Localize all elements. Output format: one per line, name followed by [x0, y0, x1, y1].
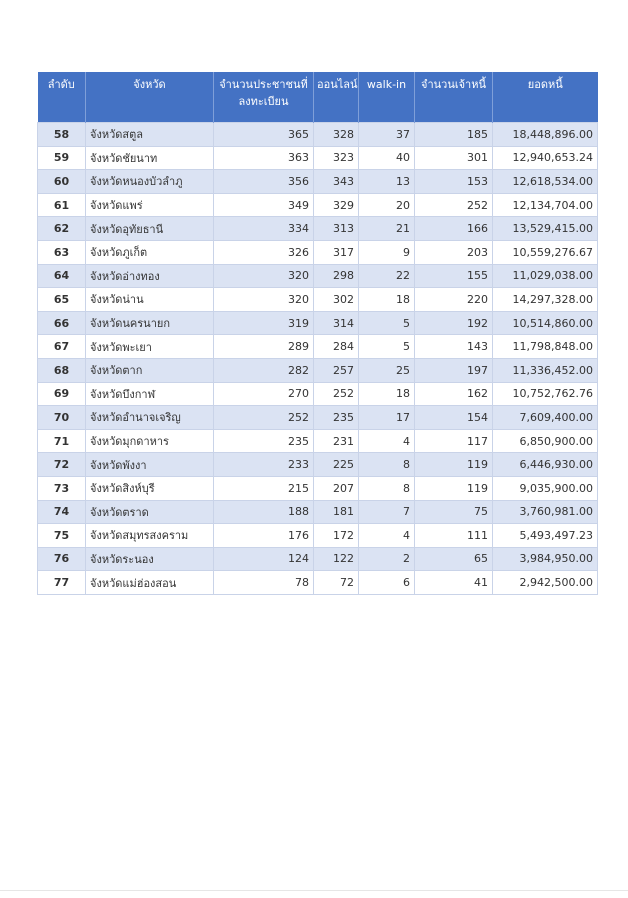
table-row: [38, 170, 598, 194]
cell-debt: 12,940,653.24: [493, 146, 598, 170]
debt-registration-table: [37, 72, 598, 595]
cell-debt: 10,514,860.00: [493, 311, 598, 335]
cell-walkin: 18: [359, 382, 415, 406]
cell-online: 313: [314, 217, 359, 241]
table-row: [38, 358, 598, 382]
cell-debt: 6,850,900.00: [493, 429, 598, 453]
cell-online: 302: [314, 288, 359, 312]
cell-rank: 77: [38, 571, 86, 595]
table-row: [38, 335, 598, 359]
cell-creditors: 119: [415, 476, 493, 500]
cell-walkin: 20: [359, 193, 415, 217]
table-row: [38, 311, 598, 335]
cell-rank: 66: [38, 311, 86, 335]
header-rank: ลำดับ: [38, 72, 86, 123]
table-row: [38, 453, 598, 477]
cell-registered: 320: [214, 264, 314, 288]
cell-province: จังหวัดตาก: [86, 358, 214, 382]
table-row: [38, 500, 598, 524]
cell-walkin: 40: [359, 146, 415, 170]
cell-registered: 270: [214, 382, 314, 406]
cell-creditors: 154: [415, 406, 493, 430]
cell-online: 284: [314, 335, 359, 359]
table-row: [38, 146, 598, 170]
cell-province: จังหวัดบึงกาฬ: [86, 382, 214, 406]
cell-registered: 176: [214, 524, 314, 548]
cell-walkin: 13: [359, 170, 415, 194]
header-creditors: จำนวนเจ้าหนี้: [415, 72, 493, 123]
cell-debt: 10,559,276.67: [493, 240, 598, 264]
cell-debt: 3,984,950.00: [493, 547, 598, 571]
cell-online: 172: [314, 524, 359, 548]
cell-creditors: 192: [415, 311, 493, 335]
cell-debt: 11,336,452.00: [493, 358, 598, 382]
cell-registered: 282: [214, 358, 314, 382]
cell-creditors: 65: [415, 547, 493, 571]
table-row: [38, 571, 598, 595]
table-row: [38, 217, 598, 241]
cell-creditors: 301: [415, 146, 493, 170]
cell-rank: 61: [38, 193, 86, 217]
cell-walkin: 25: [359, 358, 415, 382]
cell-rank: 65: [38, 288, 86, 312]
cell-rank: 62: [38, 217, 86, 241]
cell-walkin: 5: [359, 335, 415, 359]
cell-creditors: 203: [415, 240, 493, 264]
cell-creditors: 166: [415, 217, 493, 241]
cell-walkin: 37: [359, 123, 415, 147]
header-online: ออนไลน์: [314, 72, 359, 123]
cell-debt: 7,609,400.00: [493, 406, 598, 430]
cell-walkin: 8: [359, 476, 415, 500]
cell-walkin: 4: [359, 429, 415, 453]
cell-online: 328: [314, 123, 359, 147]
cell-province: จังหวัดภูเก็ต: [86, 240, 214, 264]
cell-walkin: 7: [359, 500, 415, 524]
cell-rank: 58: [38, 123, 86, 147]
cell-walkin: 6: [359, 571, 415, 595]
table-header: [38, 72, 598, 123]
cell-walkin: 9: [359, 240, 415, 264]
cell-province: จังหวัดสมุทรสงคราม: [86, 524, 214, 548]
cell-creditors: 119: [415, 453, 493, 477]
cell-creditors: 197: [415, 358, 493, 382]
cell-province: จังหวัดน่าน: [86, 288, 214, 312]
cell-online: 317: [314, 240, 359, 264]
cell-rank: 75: [38, 524, 86, 548]
cell-rank: 76: [38, 547, 86, 571]
cell-rank: 70: [38, 406, 86, 430]
cell-creditors: 41: [415, 571, 493, 595]
cell-rank: 60: [38, 170, 86, 194]
cell-registered: 124: [214, 547, 314, 571]
table-row: [38, 524, 598, 548]
cell-online: 225: [314, 453, 359, 477]
table-row: [38, 264, 598, 288]
table-row: [38, 123, 598, 147]
cell-walkin: 5: [359, 311, 415, 335]
cell-creditors: 117: [415, 429, 493, 453]
cell-province: จังหวัดอำนาจเจริญ: [86, 406, 214, 430]
header-debt: ยอดหนี้: [493, 72, 598, 123]
cell-registered: 334: [214, 217, 314, 241]
cell-debt: 3,760,981.00: [493, 500, 598, 524]
cell-creditors: 75: [415, 500, 493, 524]
cell-creditors: 111: [415, 524, 493, 548]
cell-registered: 289: [214, 335, 314, 359]
cell-online: 231: [314, 429, 359, 453]
cell-debt: 14,297,328.00: [493, 288, 598, 312]
cell-creditors: 252: [415, 193, 493, 217]
table-row: [38, 476, 598, 500]
cell-rank: 74: [38, 500, 86, 524]
table-row: [38, 406, 598, 430]
cell-province: จังหวัดระนอง: [86, 547, 214, 571]
header-row: [38, 72, 598, 123]
cell-debt: 12,134,704.00: [493, 193, 598, 217]
cell-province: จังหวัดหนองบัวลำภู: [86, 170, 214, 194]
table-row: [38, 240, 598, 264]
cell-province: จังหวัดแพร่: [86, 193, 214, 217]
cell-debt: 11,798,848.00: [493, 335, 598, 359]
cell-creditors: 185: [415, 123, 493, 147]
table-row: [38, 547, 598, 571]
cell-creditors: 153: [415, 170, 493, 194]
cell-online: 298: [314, 264, 359, 288]
cell-walkin: 4: [359, 524, 415, 548]
cell-registered: 319: [214, 311, 314, 335]
table-body: [38, 123, 598, 595]
cell-online: 72: [314, 571, 359, 595]
cell-debt: 9,035,900.00: [493, 476, 598, 500]
cell-creditors: 155: [415, 264, 493, 288]
cell-online: 252: [314, 382, 359, 406]
header-registered: จำนวนประชาชนที่ลงทะเบียน: [214, 72, 314, 123]
cell-province: จังหวัดอุทัยธานี: [86, 217, 214, 241]
cell-province: จังหวัดนครนายก: [86, 311, 214, 335]
page-divider: [0, 890, 628, 891]
cell-creditors: 162: [415, 382, 493, 406]
cell-province: จังหวัดพะเยา: [86, 335, 214, 359]
cell-rank: 59: [38, 146, 86, 170]
cell-debt: 13,529,415.00: [493, 217, 598, 241]
cell-registered: 349: [214, 193, 314, 217]
cell-rank: 69: [38, 382, 86, 406]
cell-rank: 63: [38, 240, 86, 264]
cell-online: 235: [314, 406, 359, 430]
cell-province: จังหวัดสตูล: [86, 123, 214, 147]
cell-debt: 18,448,896.00: [493, 123, 598, 147]
cell-online: 314: [314, 311, 359, 335]
cell-registered: 356: [214, 170, 314, 194]
cell-debt: 11,029,038.00: [493, 264, 598, 288]
header-province: จังหวัด: [86, 72, 214, 123]
cell-registered: 320: [214, 288, 314, 312]
cell-debt: 12,618,534.00: [493, 170, 598, 194]
cell-registered: 252: [214, 406, 314, 430]
cell-walkin: 22: [359, 264, 415, 288]
cell-creditors: 143: [415, 335, 493, 359]
cell-walkin: 18: [359, 288, 415, 312]
cell-province: จังหวัดพังงา: [86, 453, 214, 477]
header-walkin: walk-in: [359, 72, 415, 123]
cell-walkin: 21: [359, 217, 415, 241]
cell-registered: 235: [214, 429, 314, 453]
cell-online: 329: [314, 193, 359, 217]
cell-walkin: 2: [359, 547, 415, 571]
cell-province: จังหวัดอ่างทอง: [86, 264, 214, 288]
cell-province: จังหวัดสิงห์บุรี: [86, 476, 214, 500]
cell-rank: 73: [38, 476, 86, 500]
cell-rank: 71: [38, 429, 86, 453]
cell-province: จังหวัดแม่ฮ่องสอน: [86, 571, 214, 595]
cell-rank: 64: [38, 264, 86, 288]
cell-registered: 233: [214, 453, 314, 477]
cell-province: จังหวัดตราด: [86, 500, 214, 524]
cell-debt: 5,493,497.23: [493, 524, 598, 548]
table-row: [38, 288, 598, 312]
table-row: [38, 193, 598, 217]
cell-online: 257: [314, 358, 359, 382]
cell-online: 207: [314, 476, 359, 500]
cell-online: 323: [314, 146, 359, 170]
cell-online: 181: [314, 500, 359, 524]
table-row: [38, 382, 598, 406]
cell-registered: 365: [214, 123, 314, 147]
cell-registered: 363: [214, 146, 314, 170]
cell-debt: 6,446,930.00: [493, 453, 598, 477]
cell-debt: 10,752,762.76: [493, 382, 598, 406]
cell-creditors: 220: [415, 288, 493, 312]
cell-province: จังหวัดมุกดาหาร: [86, 429, 214, 453]
table-row: [38, 429, 598, 453]
cell-debt: 2,942,500.00: [493, 571, 598, 595]
cell-registered: 326: [214, 240, 314, 264]
cell-rank: 72: [38, 453, 86, 477]
cell-registered: 188: [214, 500, 314, 524]
cell-online: 343: [314, 170, 359, 194]
cell-walkin: 8: [359, 453, 415, 477]
cell-walkin: 17: [359, 406, 415, 430]
cell-registered: 78: [214, 571, 314, 595]
cell-rank: 68: [38, 358, 86, 382]
cell-province: จังหวัดชัยนาท: [86, 146, 214, 170]
cell-online: 122: [314, 547, 359, 571]
cell-registered: 215: [214, 476, 314, 500]
cell-rank: 67: [38, 335, 86, 359]
